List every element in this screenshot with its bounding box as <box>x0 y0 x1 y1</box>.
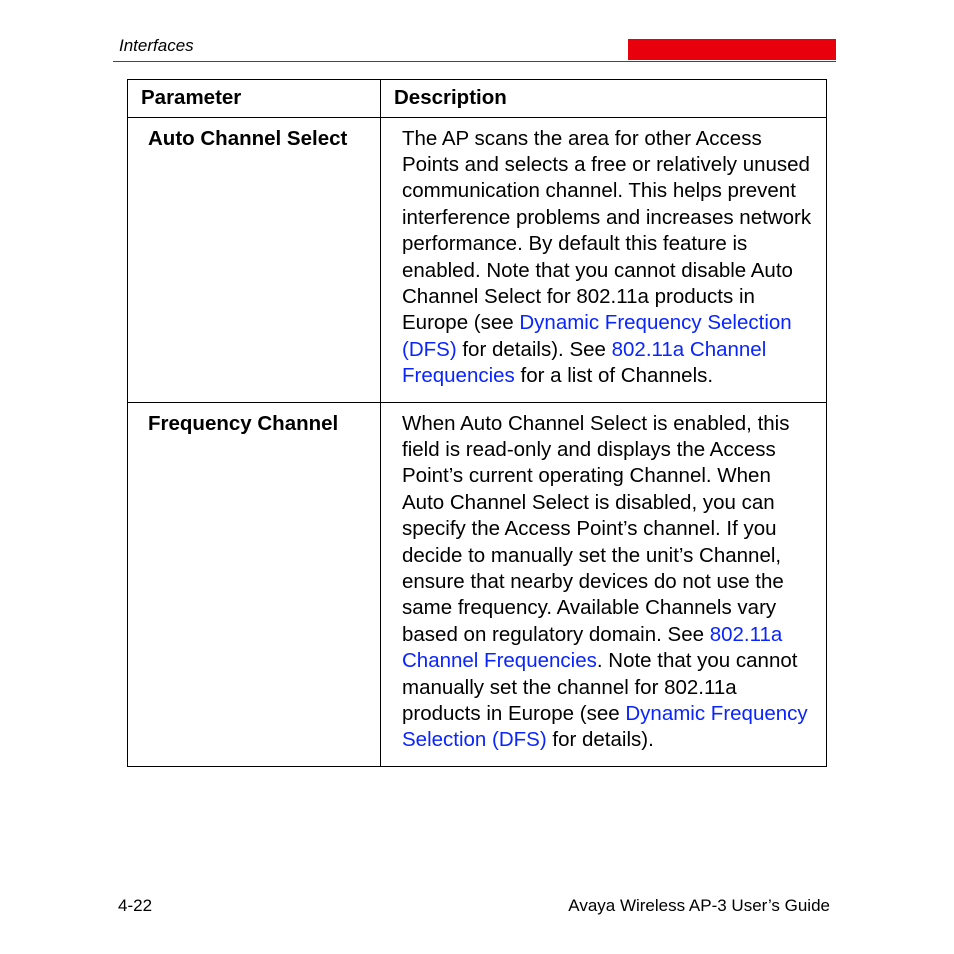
page-number: 4-22 <box>118 896 153 915</box>
book-title: Avaya Wireless AP-3 User’s Guide <box>568 896 830 915</box>
parameter-name: Auto Channel Select <box>128 117 381 402</box>
description-text: for details). <box>546 728 654 752</box>
parameter-name: Frequency Channel <box>128 402 381 766</box>
description-text: for a list of Channels. <box>514 364 714 388</box>
description-text: The AP scans the area for other Access Points and selects a free or relatively unused communication channel. This helps prevent interference problems and increases network performance. By default this feature is enabled. Note that you cannot disable Auto Channel Select for 802.11a products in Europe (see <box>402 126 812 335</box>
description-text: When Auto Channel Select is enabled, this field is read-only and displays the Access Point’s current operating Channel. When Auto Channel Select is disabled, you can specify the Access Point’s channel. If you decide to manually set the unit’s Channel, ensure that nearby devices do not use the same frequency. Available Channels vary based on regulatory domain. See <box>402 411 790 646</box>
parameter-description <box>381 117 827 402</box>
description-text: . Note that you cannot manually set the channel for 802.11a products in Europe (see <box>402 649 798 726</box>
parameter-table <box>127 79 827 767</box>
table-row <box>128 117 827 402</box>
header-accent-bar <box>628 39 836 60</box>
link-dfs[interactable]: Dynamic Frequency Selection (DFS) <box>402 702 808 752</box>
column-header-description: Description <box>381 80 827 113</box>
link-channel-frequencies[interactable]: 802.11a Channel Frequencies <box>402 337 767 388</box>
description-text: for details). See <box>456 337 612 361</box>
header-rule <box>113 61 836 62</box>
link-channel-frequencies[interactable]: 802.11a Channel Frequencies <box>402 622 783 673</box>
parameter-description <box>381 402 827 766</box>
column-header-parameter: Parameter <box>128 80 381 113</box>
table-row <box>128 402 827 766</box>
table-header-row <box>128 80 827 113</box>
link-dfs[interactable]: Dynamic Frequency Selection (DFS) <box>402 311 792 361</box>
section-title: Interfaces <box>119 36 194 55</box>
